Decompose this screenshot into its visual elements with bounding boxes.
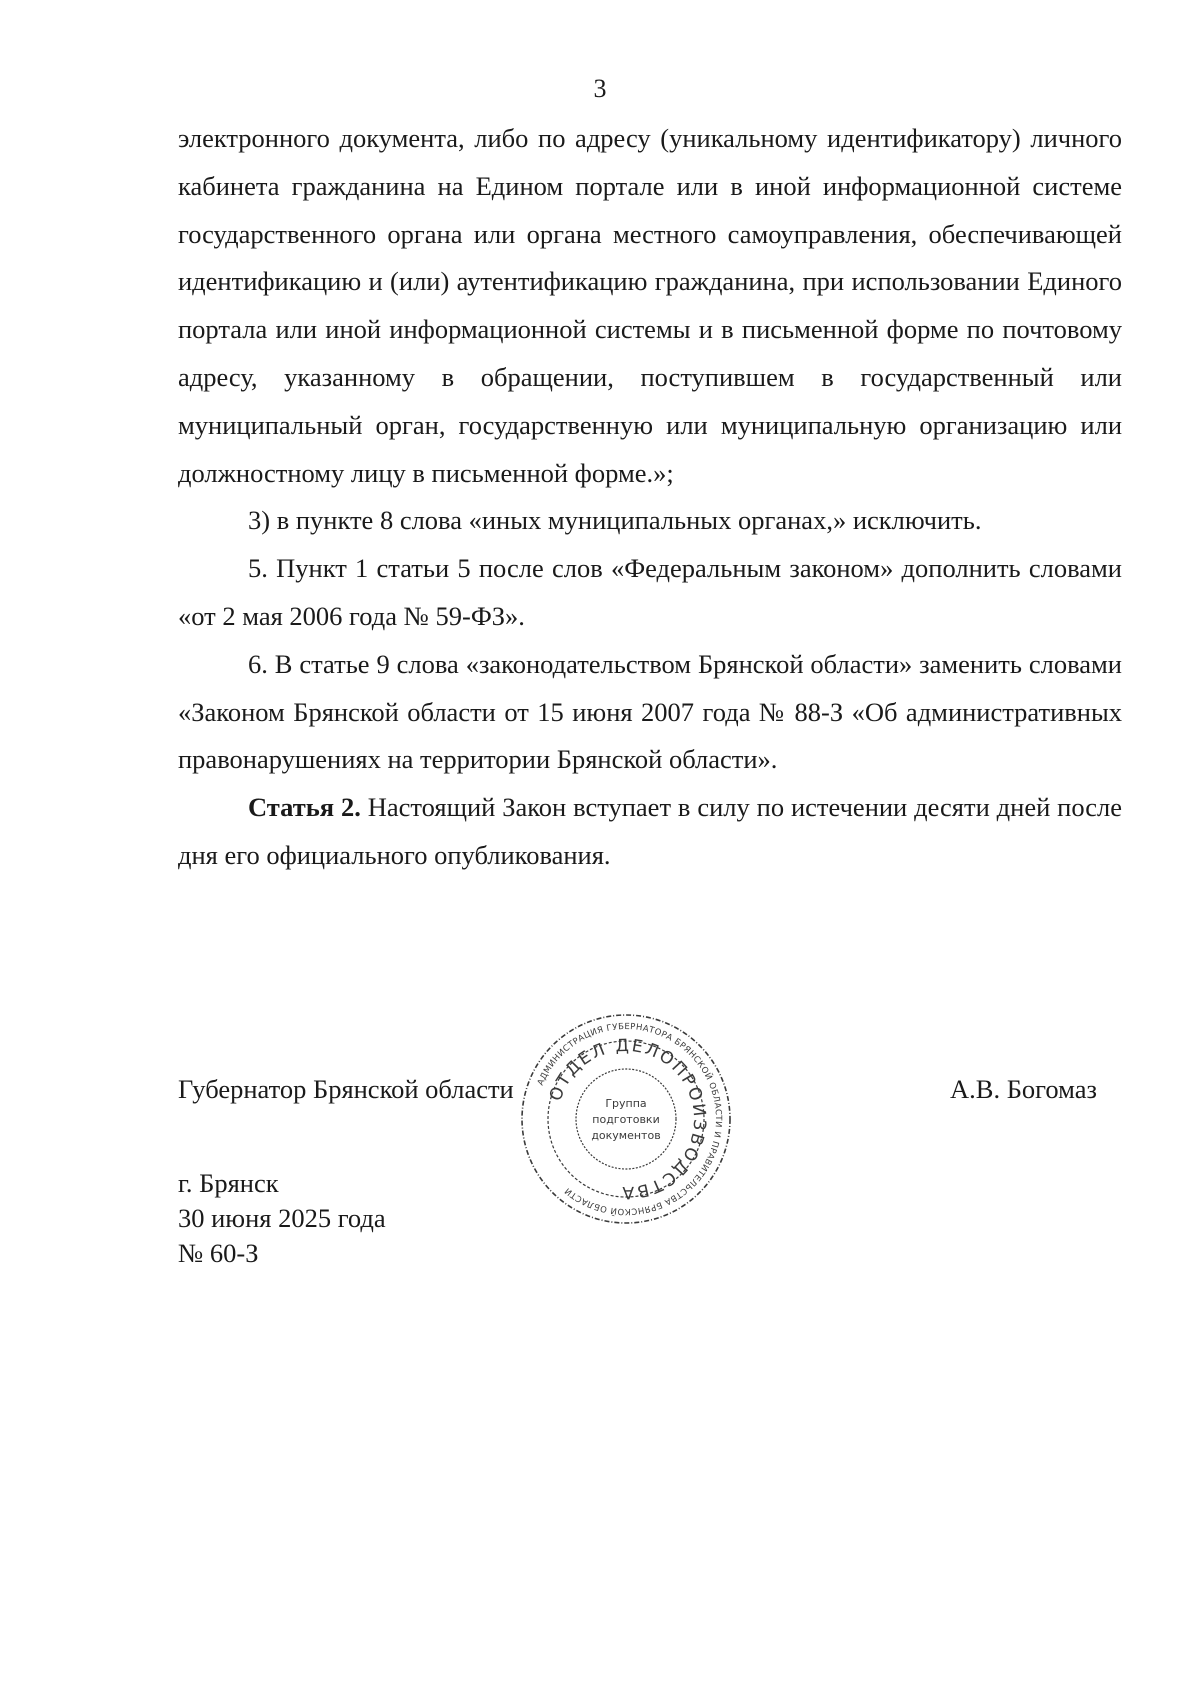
official-stamp xyxy=(517,1010,735,1228)
page-number: 3 xyxy=(593,74,607,103)
stamp-center-line-1: Группа xyxy=(605,1097,647,1110)
imprint-number: № 60-З xyxy=(178,1238,259,1268)
svg-text:ОТДЕЛ ДЕЛОПРОИЗВОДСТВА xyxy=(546,1036,710,1202)
document-body xyxy=(178,115,1122,880)
signatory-title: Губернатор Брянской области xyxy=(178,1074,514,1104)
imprint-city: г. Брянск xyxy=(178,1168,279,1198)
article-2-paragraph xyxy=(178,784,1122,880)
paragraph-item-6: 6. В статье 9 слова «законодательством Брянской области» заменить словами «Законом Брянской области от 15 июня 2007 года № 88-З «Об административных правонарушениях на территории Брянской области». xyxy=(178,648,1122,775)
document-imprint xyxy=(178,1166,386,1271)
article-2-text: Настоящий Закон вступает в силу по истечении десяти дней после дня его официального опубликования. xyxy=(178,792,1123,870)
stamp-outer-text: АДМИНИСТРАЦИЯ ГУБЕРНАТОРА БРЯНСКОЙ ОБЛАСТИ И ПРАВИТЕЛЬСТВА БРЯНСКОЙ ОБЛАСТИ xyxy=(535,1021,724,1217)
paragraph-continuation: электронного документа, либо по адресу (уникальному идентификатору) личного кабинета гражданина на Едином портале или в иной информационной системе государственного органа или органа местного самоуправления, обеспечивающей идентификацию и (или) аутентификацию гражданина, при использовании Единого портала или иной информационной системы и в письменной форме по почтовому адресу, указанному в обращении, поступившем в государственный или муниципальный орган, государственную или муниципальную организацию или должностному лицу в письменной форме.»; xyxy=(178,123,1122,488)
paragraph-item-3: 3) в пункте 8 слова «иных муниципальных органах,» исключить. xyxy=(248,505,982,536)
svg-text:АДМИНИСТРАЦИЯ ГУБЕРНАТОРА БРЯН xyxy=(536,1022,723,1218)
signatory-name: А.В. Богомаз xyxy=(950,1074,1097,1104)
article-2-heading: Статья 2. xyxy=(248,792,361,823)
stamp-department-text: ОТДЕЛ ДЕЛОПРОИЗВОДСТВА xyxy=(545,1035,710,1203)
paragraph-item-5: 5. Пункт 1 статьи 5 после слов «Федеральным законом» дополнить словами «от 2 мая 2006 года № 59-ФЗ». xyxy=(178,553,1122,631)
stamp-center-line-3: документов xyxy=(591,1129,661,1142)
imprint-date: 30 июня 2025 года xyxy=(178,1203,386,1233)
stamp-center-line-2: подготовки xyxy=(592,1113,660,1126)
